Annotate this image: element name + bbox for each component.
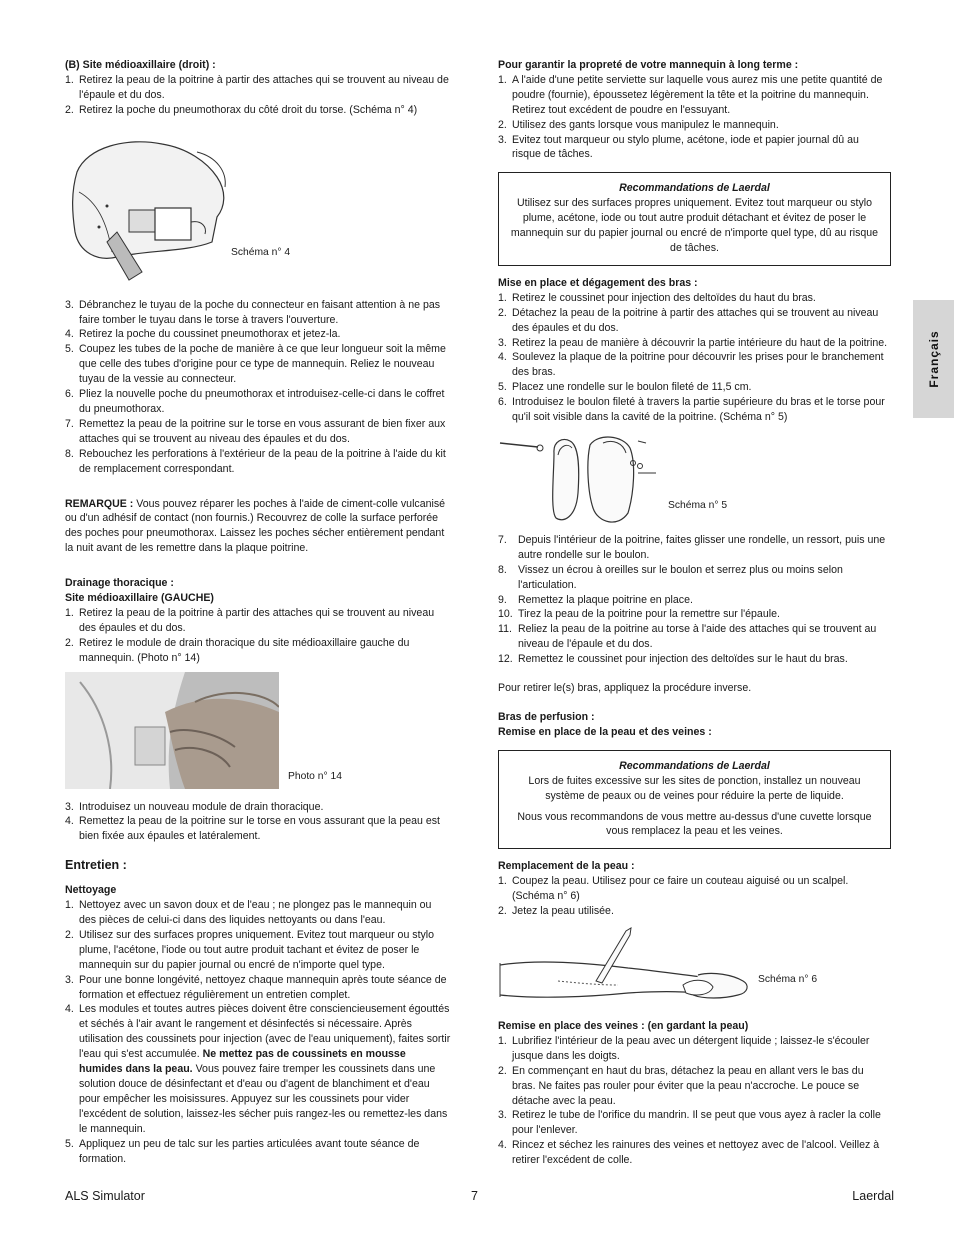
list-chest-drain-2 bbox=[65, 800, 451, 845]
list-item: 1. A l'aide d'une petite serviette sur laquelle vous aurez mis une petite quantité de poudre (fournie), époussetez légèrement la tête et la poitrine du mannequin. Retirez tout excédent de poudre en l'essuyant. bbox=[498, 73, 883, 116]
maintenance-heading: Entretien : bbox=[65, 858, 127, 873]
figure-schema-6 bbox=[498, 923, 890, 1019]
language-tab-label: Français bbox=[926, 330, 941, 388]
chest-drain-photo bbox=[65, 672, 279, 789]
arms-heading: Mise en place et dégagement des bras : bbox=[498, 276, 698, 289]
list-item: 3. Débranchez le tuyau de la poche du connecteur en faisant attention à ne pas faire tomber le tuyau dans le torse à travers l'ouverture. bbox=[65, 298, 441, 326]
list-item: 4. Rincez et séchez les rainures des veines et nettoyez avec de l'alcool. Veillez à retirer l'excédent de colle. bbox=[498, 1139, 880, 1167]
list-item: 5. Placez une rondelle sur le boulon fileté de 11,5 cm. bbox=[498, 381, 752, 394]
list-arms-2 bbox=[498, 533, 890, 667]
list-item: 8. Rebouchez les perforations à l'extérieur de la peau de la poitrine à l'aide du kit de remplacement correspondant. bbox=[65, 447, 446, 475]
list-item: 3. Evitez tout marqueur ou stylo plume, acétone, iode et papier journal dû au risque de tâches. bbox=[498, 133, 859, 161]
list-item: 4. Retirez la poche du coussinet pneumothorax et jetez-la. bbox=[65, 328, 341, 341]
list-item: 2. Jetez la peau utilisée. bbox=[498, 905, 614, 918]
list-item: 2. Retirez la poche du pneumothorax du côté droit du torse. (Schéma n° 4) bbox=[65, 103, 418, 116]
skin-veins-heading: Remise en place de la peau et des veines : bbox=[498, 725, 712, 738]
list-item: 1. Nettoyez avec un savon doux et de l'eau ; ne plongez pas le mannequin ou des pièces de celui-ci dans des liquides nettoyants ou dans l'eau. bbox=[65, 899, 432, 926]
list-cleaning bbox=[65, 898, 451, 1166]
list-chest-drain bbox=[65, 606, 451, 666]
recommendation-title: Recommandations de Laerdal bbox=[619, 182, 770, 195]
arm-scalpel-sketch bbox=[498, 923, 753, 1015]
recommendation-title: Recommandations de Laerdal bbox=[619, 759, 770, 772]
cleaning-heading: Nettoyage bbox=[65, 884, 117, 897]
remark-paragraph: REMARQUE : Vous pouvez réparer les poches à l'aide de ciment-colle vulcanisé ou d'un adhésif de contact (non fournis.) Recouvrez de colle la surface perforée des poches pour pneumothorax. Laissez les poches sécher entièrement pendant la nuit avant de les remettre dans la plaque poitrine. bbox=[65, 497, 446, 555]
photo-illustration bbox=[65, 672, 279, 789]
right-column bbox=[498, 58, 890, 1168]
list-skin-replacement bbox=[498, 874, 890, 919]
list-veins-replacement bbox=[498, 1034, 890, 1168]
list-item: 1. Retirez la peau de la poitrine à partir des attaches qui se trouvent au niveau de l'épaule et du dos. bbox=[65, 73, 449, 101]
photo-caption: Photo n° 14 bbox=[288, 770, 342, 782]
list-item: 9. Remettez la plaque poitrine en place. bbox=[498, 593, 693, 606]
figure-schema-4 bbox=[65, 124, 451, 294]
list-item: 2. Utilisez sur des surfaces propres uniquement. Evitez tout marqueur ou stylo plume, l'acétone, l'iode ou tout autre produit tachant et évitez de poser le mannequin sur du papier journal ou encré de n'importe quel type. bbox=[65, 928, 435, 971]
list-item: 3. Introduisez un nouveau module de drain thoracique. bbox=[65, 800, 324, 813]
list-item: 7. Remettez la peau de la poitrine sur le torse en vous assurant de bien fixer aux attaches qui se trouvent au niveau des épaules et du dos. bbox=[65, 417, 446, 445]
list-item: 3. Retirez le tube de l'orifice du mandrin. Il se peut que vous ayez à racler la colle pour l'enlever. bbox=[498, 1109, 881, 1137]
recommendation-text: Utilisez sur des surfaces propres uniquement. Evitez tout marqueur ou stylo plume, acétone, iode ou tout autre produit détachant et évitez de poser le mannequin sur du papier journal ou encré de n'importe quel type, dû au risque de tâches. bbox=[510, 197, 879, 254]
veins-replacement-heading: Remise en place des veines : (en gardant la peau) bbox=[498, 1019, 749, 1032]
section-title-chest-drain: Drainage thoracique : bbox=[65, 577, 174, 590]
list-arms bbox=[498, 291, 890, 425]
list-item: 4. Soulevez la plaque de la poitrine pour découvrir les prises pour le branchement des bras. bbox=[498, 351, 884, 379]
figure-caption: Schéma n° 6 bbox=[758, 973, 818, 985]
figure-caption: Schéma n° 5 bbox=[668, 499, 728, 511]
reverse-procedure-text: Pour retirer le(s) bras, appliquez la procédure inverse. bbox=[498, 682, 752, 695]
arm-bolt-sketch bbox=[498, 433, 658, 525]
recommendation-box-2 bbox=[498, 750, 891, 850]
list-right-midaxillary bbox=[65, 73, 451, 118]
list-item: 4. Les modules et toutes autres pièces doivent être consciencieusement égouttés et séchés à l'air avant le rangement et désinfectés si nécessaire. Après utilisation des coussinets pour injection (avec de l'eau uniquement), faites sortir l'eau qui s'est accumulée. Ne mettez pas de coussinets en mousse humides dans la peau. Vous pouvez faire tremper les coussinets dans une solution douce de désinfectant et d'eau ou d'agent de blanchiment et d'eau pour empêcher les moisissures. Appuyez sur les coussinets pour vider l'excédent de solution, laissez-les sécher puis rangez-les ou remettez-les dans le mannequin. bbox=[65, 1003, 451, 1135]
cleanliness-heading: Pour garantir la propreté de votre mannequin à long terme : bbox=[498, 59, 799, 71]
recommendation-text: Nous vous recommandons de vous mettre au-dessus d'une cuvette lorsque vous remplacez la peau et les veines. bbox=[517, 810, 872, 838]
list-item: 6. Introduisez le boulon fileté à travers la partie supérieure du bras et le torse pour qu'il soit visible dans la cavité de la poitrine. (Schéma n° 5) bbox=[498, 396, 885, 424]
footer-page-number: 7 bbox=[471, 1189, 478, 1203]
list-pneumothorax-steps bbox=[65, 298, 451, 477]
torso-pneumothorax-sketch bbox=[67, 132, 232, 282]
list-item: 5. Appliquez un peu de talc sur les parties articulées avant toute séance de formation. bbox=[65, 1137, 420, 1165]
list-item: 1. Retirez le coussinet pour injection des deltoïdes du haut du bras. bbox=[498, 291, 816, 304]
list-item: 8. Vissez un écrou à oreilles sur le boulon et serrez plus ou moins selon l'articulation. bbox=[498, 563, 843, 591]
list-item: 11. Reliez la peau de la poitrine au torse à l'aide des attaches qui se trouvent au niveau de l'épaule et du dos. bbox=[498, 623, 877, 651]
list-item: 7. Depuis l'intérieur de la poitrine, faites glisser une rondelle, un ressort, puis une autre rondelle sur le boulon. bbox=[498, 533, 886, 561]
list-item: 3. Retirez la peau de manière à découvrir la partie intérieure du haut de la poitrine. bbox=[498, 336, 888, 349]
section-subtitle-left-midaxillary: Site médioaxillaire (GAUCHE) bbox=[65, 592, 214, 605]
list-item: 3. Pour une bonne longévité, nettoyez chaque mannequin après toute séance de formation et effectuez régulièrement un entretien complet. bbox=[65, 973, 447, 1001]
footer-product-name: ALS Simulator bbox=[65, 1189, 145, 1203]
footer-brand: Laerdal bbox=[852, 1189, 894, 1203]
list-item: 12. Remettez le coussinet pour injection des deltoïdes sur le haut du bras. bbox=[498, 653, 848, 666]
recommendation-text: Lors de fuites excessive sur les sites de ponction, installez un nouveau système de peaux ou de veines pour réduire la perte de liquide. bbox=[528, 774, 861, 802]
skin-replacement-heading: Remplacement de la peau : bbox=[498, 860, 635, 873]
section-title-right-midaxillary: (B) Site médioaxillaire (droit) : bbox=[65, 59, 216, 71]
list-cleanliness bbox=[498, 73, 890, 162]
list-item: 4. Remettez la peau de la poitrine sur le torse en vous assurant que la peau est bien fixée aux épaules et latéralement. bbox=[65, 815, 440, 843]
list-item: 1. Lubrifiez l'intérieur de la peau avec un détergent liquide ; laissez-le s'écouler jusque dans les doigts. bbox=[498, 1034, 870, 1062]
left-column bbox=[65, 58, 451, 1166]
figure-photo-14 bbox=[65, 672, 451, 800]
list-item: 1. Coupez la peau. Utilisez pour ce faire un couteau aiguisé ou un scalpel. (Schéma n° 6) bbox=[498, 875, 849, 903]
figure-schema-5 bbox=[498, 433, 890, 533]
remark-label: REMARQUE : bbox=[65, 497, 134, 510]
list-item: 2. Retirez le module de drain thoracique du site médioaxillaire gauche du mannequin. (Photo n° 14) bbox=[65, 636, 410, 664]
recommendation-box-1 bbox=[498, 172, 891, 266]
language-tab bbox=[913, 300, 954, 418]
list-item: 2. Utilisez des gants lorsque vous manipulez le mannequin. bbox=[498, 118, 779, 131]
infusion-arm-heading: Bras de perfusion : bbox=[498, 711, 595, 723]
list-item: 1. Retirez la peau de la poitrine à partir des attaches qui se trouvent au niveau des épaules et du dos. bbox=[65, 606, 435, 634]
list-item: 5. Coupez les tubes de la poche de manière à ce que leur longueur soit la même que celle des tubes d'origine pour ce type de mannequin. Reliez le nouveau tuyau de la vessie au connecteur. bbox=[65, 343, 446, 386]
list-item: 10. Tirez la peau de la poitrine pour la remettre sur l'épaule. bbox=[498, 608, 780, 621]
list-item: 2. Détachez la peau de la poitrine à partir des attaches qui se trouvent au niveau des épaules et du dos. bbox=[498, 306, 879, 334]
list-item: 6. Pliez la nouvelle poche du pneumothorax et introduisez-celle-ci dans le coffret du pneumothorax. bbox=[65, 388, 445, 415]
list-item: 2. En commençant en haut du bras, détachez la peau en allant vers le bas du bras. Ne faites pas rouler pour éviter que la peau n'accroche. Le pouce se détache avec la peau. bbox=[498, 1064, 864, 1107]
figure-caption: Schéma n° 4 bbox=[231, 246, 291, 258]
